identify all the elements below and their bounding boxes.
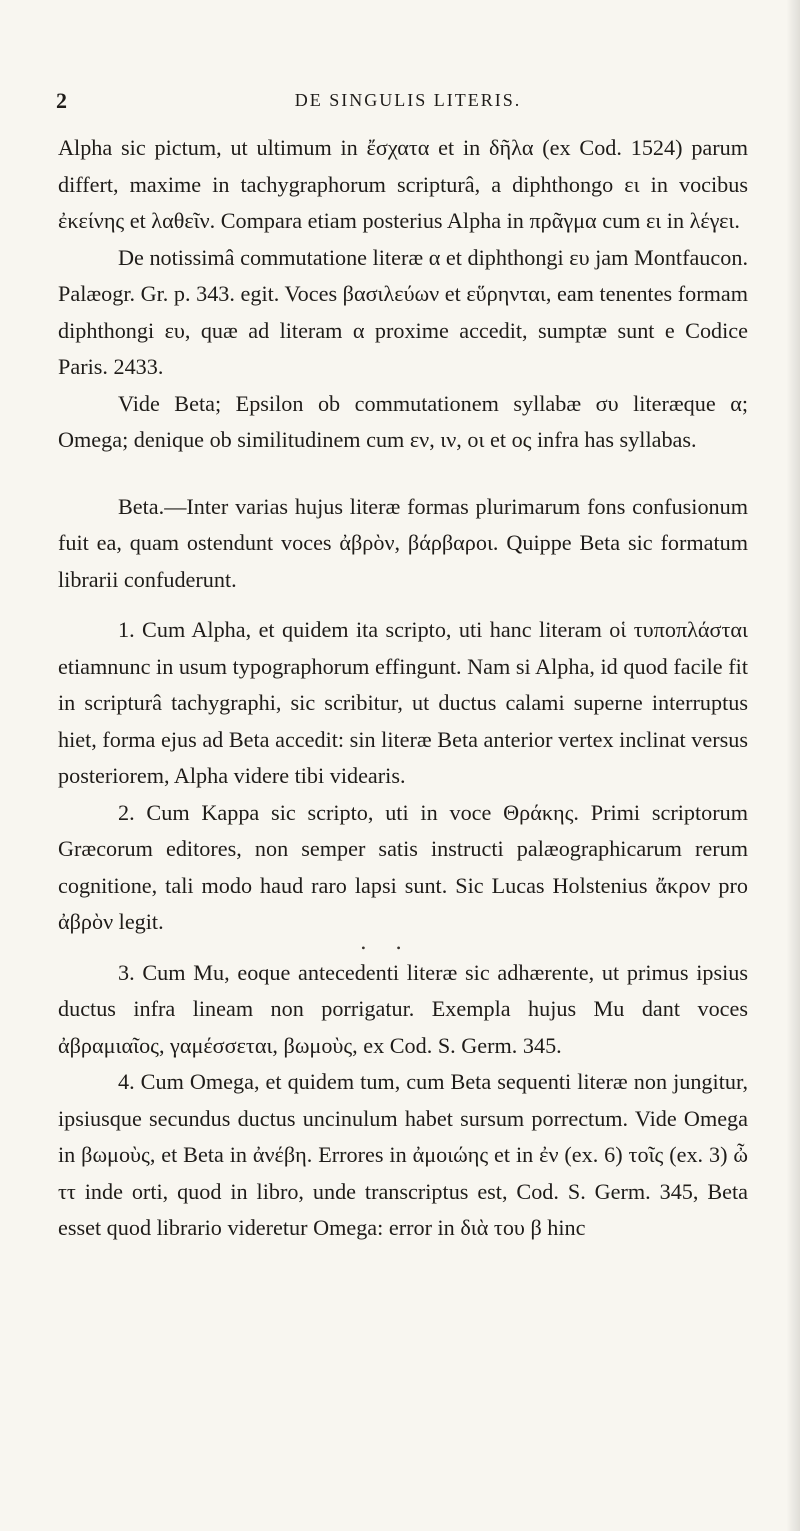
paragraph-item-1: 1. Cum Alpha, et quidem ita scripto, uti hanc literam οἱ τυποπλάσται etiamnunc in usum typographorum effingunt. Nam si Alpha, id quod facile fit in scripturâ tachygraphi, sic scribitur, ut ductus calami superne interruptus hiet, forma ejus ad Beta accedit: sin literæ Beta anterior vertex inclinat versus posteriorem, Alpha videre tibi videaris.	[58, 617, 748, 788]
paragraph-alpha-1: Alpha sic pictum, ut ultimum in ἔσχατα et in δῆλα (ex Cod. 1524) parum differt, maxime in tachygraphorum scripturâ, a diphthongo ει in vocibus ἐκείνης et λαθεῖν. Compara etiam posterius Alpha in πρᾶγμα cum ει in λέγει.	[58, 135, 748, 233]
paragraph-item-2: 2. Cum Kappa sic scripto, uti in voce Θράκης. Primi scriptorum Græcorum editores, non semper satis instructi palæographicarum rerum cognitione, tali modo haud raro lapsi sunt. Sic Lucas Holstenius ἄκρον pro ἀβρὸν legit.	[58, 799, 748, 934]
paragraph-gap	[58, 598, 748, 612]
page-number: 2	[56, 88, 67, 113]
paragraph-alpha-2: De notissimâ commutatione literæ α et diphthongi ευ jam Montfaucon. Palæogr. Gr. p. 343. egit. Voces βασιλεύων et εὕρηνται, eam tenentes formam diphthongi ευ, quæ ad literam α proxime accedit, sumptæ sunt e Codice Paris. 2433.	[58, 244, 748, 379]
main-text	[58, 130, 748, 1247]
page-header	[56, 88, 760, 112]
page-edge-shadow	[786, 0, 800, 1531]
paragraph-item-4: 4. Cum Omega, et quidem tum, cum Beta sequenti literæ non jungitur, ipsiusque secundus ductus uncinulum habet sursum porrectum. Vide Omega in βωμοὺς, et Beta in ἀνέβη. Errores in ἀμοιώης et in ἐν (ex. 6) τοῖς (ex. 3) ὦ ττ inde orti, quod in libro, unde transcriptus est, Cod. S. Germ. 345, Beta esset quod librario videretur Omega: error in διὰ του β hinc	[58, 1069, 748, 1240]
running-title: DE SINGULIS LITERIS.	[294, 90, 522, 110]
paragraph-beta-intro: Beta.—Inter varias hujus literæ formas plurimarum fons confusionum fuit ea, quam ostendunt voces ἀβρὸν, βάρβαροι. Quippe Beta sic formatum librarii confuderunt.	[58, 493, 748, 592]
ornament-dots: • •	[361, 940, 415, 955]
paragraph-item-3: 3. Cum Mu, eoque antecedenti literæ sic adhærente, ut primus ipsius ductus infra lineam non porrigatur. Exempla hujus Mu dant voces ἀβραμιαῖος, γαμέσσεται, βωμοὺς, ex Cod. S. Germ. 345.	[58, 959, 748, 1058]
paragraph-alpha-3: Vide Beta; Epsilon ob commutationem syllabæ συ literæque α; Omega; denique ob similitudinem cum εν, ιν, οι et ος infra has syllabas.	[58, 390, 748, 452]
paragraph-gap	[58, 459, 748, 489]
